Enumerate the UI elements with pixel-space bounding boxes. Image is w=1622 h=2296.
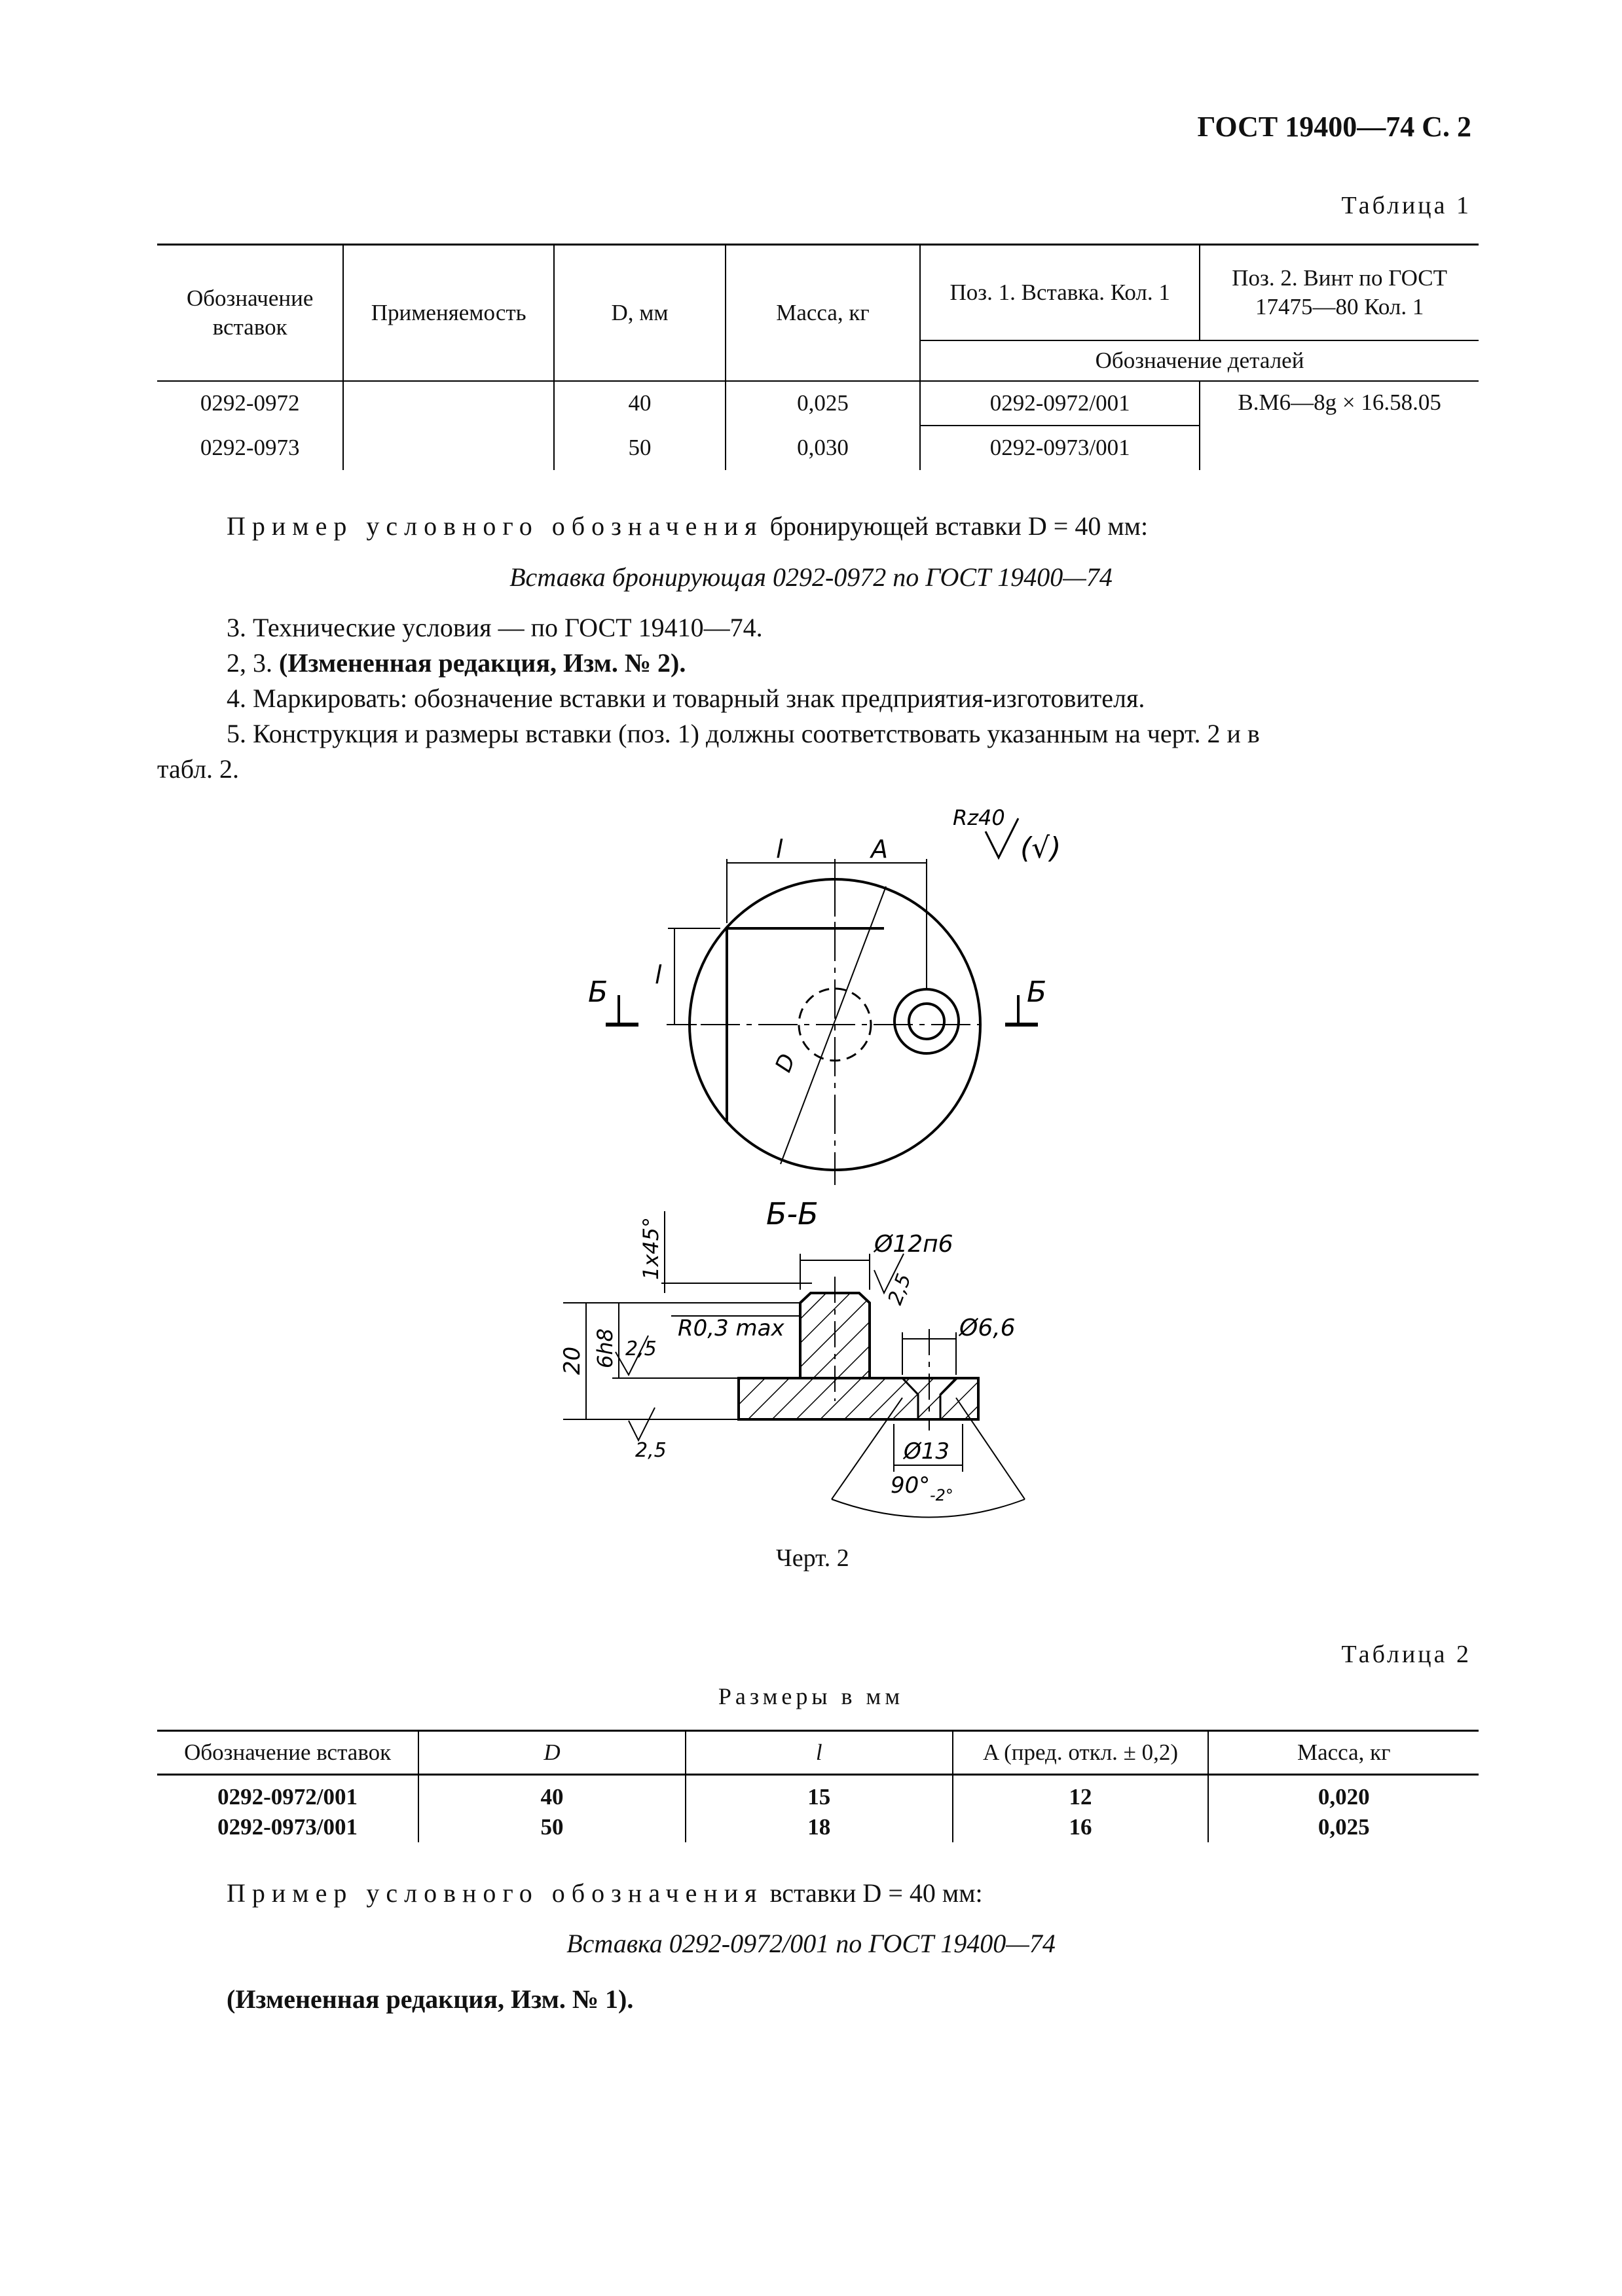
dim-20: 20	[559, 1346, 585, 1375]
table2-caption: Таблица 2	[1341, 1641, 1471, 1668]
dim-a: A	[871, 835, 888, 864]
t1-cell: 0,030	[726, 426, 920, 470]
dim-dia-13: Ø13	[904, 1438, 950, 1465]
t2-cell: 0292-0972/001	[157, 1775, 418, 1813]
roughness-paren: (√)	[1020, 831, 1061, 865]
table2-units: Размеры в мм	[718, 1683, 904, 1709]
section-mark-right: Б	[1027, 975, 1047, 1009]
dim-dia-6-6: Ø6,6	[959, 1315, 1016, 1341]
dim-l: l	[776, 835, 783, 864]
t2-header-mass: Масса, кг	[1208, 1731, 1479, 1775]
t1-cell: 40	[554, 381, 726, 426]
para-2-3-bold: (Измененная редакция, Изм. № 2).	[279, 648, 686, 678]
example1-text: бронирующей вставки D = 40 мм:	[763, 511, 1149, 541]
dim-angle: 90°	[891, 1472, 931, 1499]
t1-cell: 0292-0973/001	[920, 426, 1200, 470]
example2-text: вставки D = 40 мм:	[763, 1878, 983, 1908]
plan-view	[606, 818, 1038, 1185]
example2-line	[227, 1878, 983, 1908]
t2-cell: 12	[953, 1775, 1209, 1813]
t1-header-applicability: Применяемость	[343, 245, 554, 381]
t1-cell: 0292-0972/001	[920, 381, 1200, 426]
t2-cell: 0,020	[1208, 1775, 1479, 1813]
angle-arc	[832, 1499, 1025, 1518]
screw-inner	[909, 1004, 944, 1039]
dim-d-label: D	[770, 1050, 802, 1076]
t1-cell: 50	[554, 426, 726, 470]
t2-cell: 50	[418, 1812, 686, 1842]
page-header: ГОСТ 19400—74 С. 2	[1197, 111, 1471, 143]
example2-designation: Вставка 0292-0972/001 по ГОСТ 19400—74	[566, 1929, 1056, 1958]
dim-chamfer: 1x45°	[638, 1216, 663, 1280]
section-mark-left: Б	[588, 975, 608, 1009]
example1-designation: Вставка бронирующая 0292-0972 по ГОСТ 19400—74	[509, 562, 1113, 592]
t2-cell: 0,025	[1208, 1812, 1479, 1842]
t2-header-designation: Обозначение вставок	[157, 1731, 418, 1775]
para-4: 4. Маркировать: обозначение вставки и товарный знак предприятия-изготовителя.	[227, 683, 1145, 713]
t1-header-details: Обозначение деталей	[920, 340, 1479, 381]
table1-caption: Таблица 1	[1341, 192, 1471, 219]
t2-header-l: l	[686, 1731, 953, 1775]
dim-dia-12: Ø12п6	[874, 1231, 953, 1258]
t1-header-d: D, мм	[554, 245, 726, 381]
t1-header-designation: Обозначение вставок	[157, 245, 343, 381]
t1-header-mass: Масса, кг	[726, 245, 920, 381]
para-5-line1: 5. Конструкция и размеры вставки (поз. 1) должны соответствовать указанным на черт. 2 и в	[227, 719, 1260, 748]
t1-cell: 0,025	[726, 381, 920, 426]
table2	[157, 1730, 1479, 1842]
roughness-2-5-a: 2,5	[883, 1270, 916, 1308]
t2-cell: 16	[953, 1812, 1209, 1842]
t2-cell: 15	[686, 1775, 953, 1813]
section-title: Б-Б	[766, 1196, 819, 1231]
example1-lead: Пример условного обозначения	[227, 511, 764, 541]
t2-cell: 18	[686, 1812, 953, 1842]
t2-header-d: D	[418, 1731, 686, 1775]
screw-outer	[894, 989, 959, 1053]
dim-6h8: 6h8	[593, 1328, 617, 1368]
roughness-rz: Rz40	[953, 805, 1005, 830]
drawing-caption: Черт. 2	[776, 1544, 849, 1572]
dim-radius: R0,3 max	[678, 1315, 784, 1341]
t2-cell: 40	[418, 1775, 686, 1813]
t2-header-a: A (пред. откл. ± 0,2)	[953, 1731, 1209, 1775]
t1-header-pos1: Поз. 1. Вставка. Кол. 1	[920, 245, 1200, 340]
para-5-line2: табл. 2.	[157, 754, 240, 784]
para-3: 3. Технические условия — по ГОСТ 19410—74.	[227, 613, 763, 642]
t2-cell: 0292-0973/001	[157, 1812, 418, 1842]
roughness-2-5-c: 2,5	[635, 1439, 667, 1462]
section-base	[739, 1378, 978, 1419]
t1-cell: В.М6—8g × 16.58.05	[1200, 381, 1479, 470]
t1-cell: 0292-0972	[157, 381, 343, 426]
t1-header-pos2: Поз. 2. Винт по ГОСТ 17475—80 Кол. 1	[1200, 245, 1479, 340]
dim-angle-tol: -2°	[930, 1486, 953, 1504]
roughness-2-5-b: 2,5	[625, 1338, 657, 1360]
footer-note: (Измененная редакция, Изм. № 1).	[227, 1984, 634, 2014]
para-2-3-num: 2, 3.	[227, 648, 279, 678]
section-view	[563, 1211, 1025, 1518]
example2-lead: Пример условного обозначения	[227, 1878, 764, 1908]
dim-l-side: l	[655, 960, 662, 989]
t1-cell: 0292-0973	[157, 426, 343, 470]
